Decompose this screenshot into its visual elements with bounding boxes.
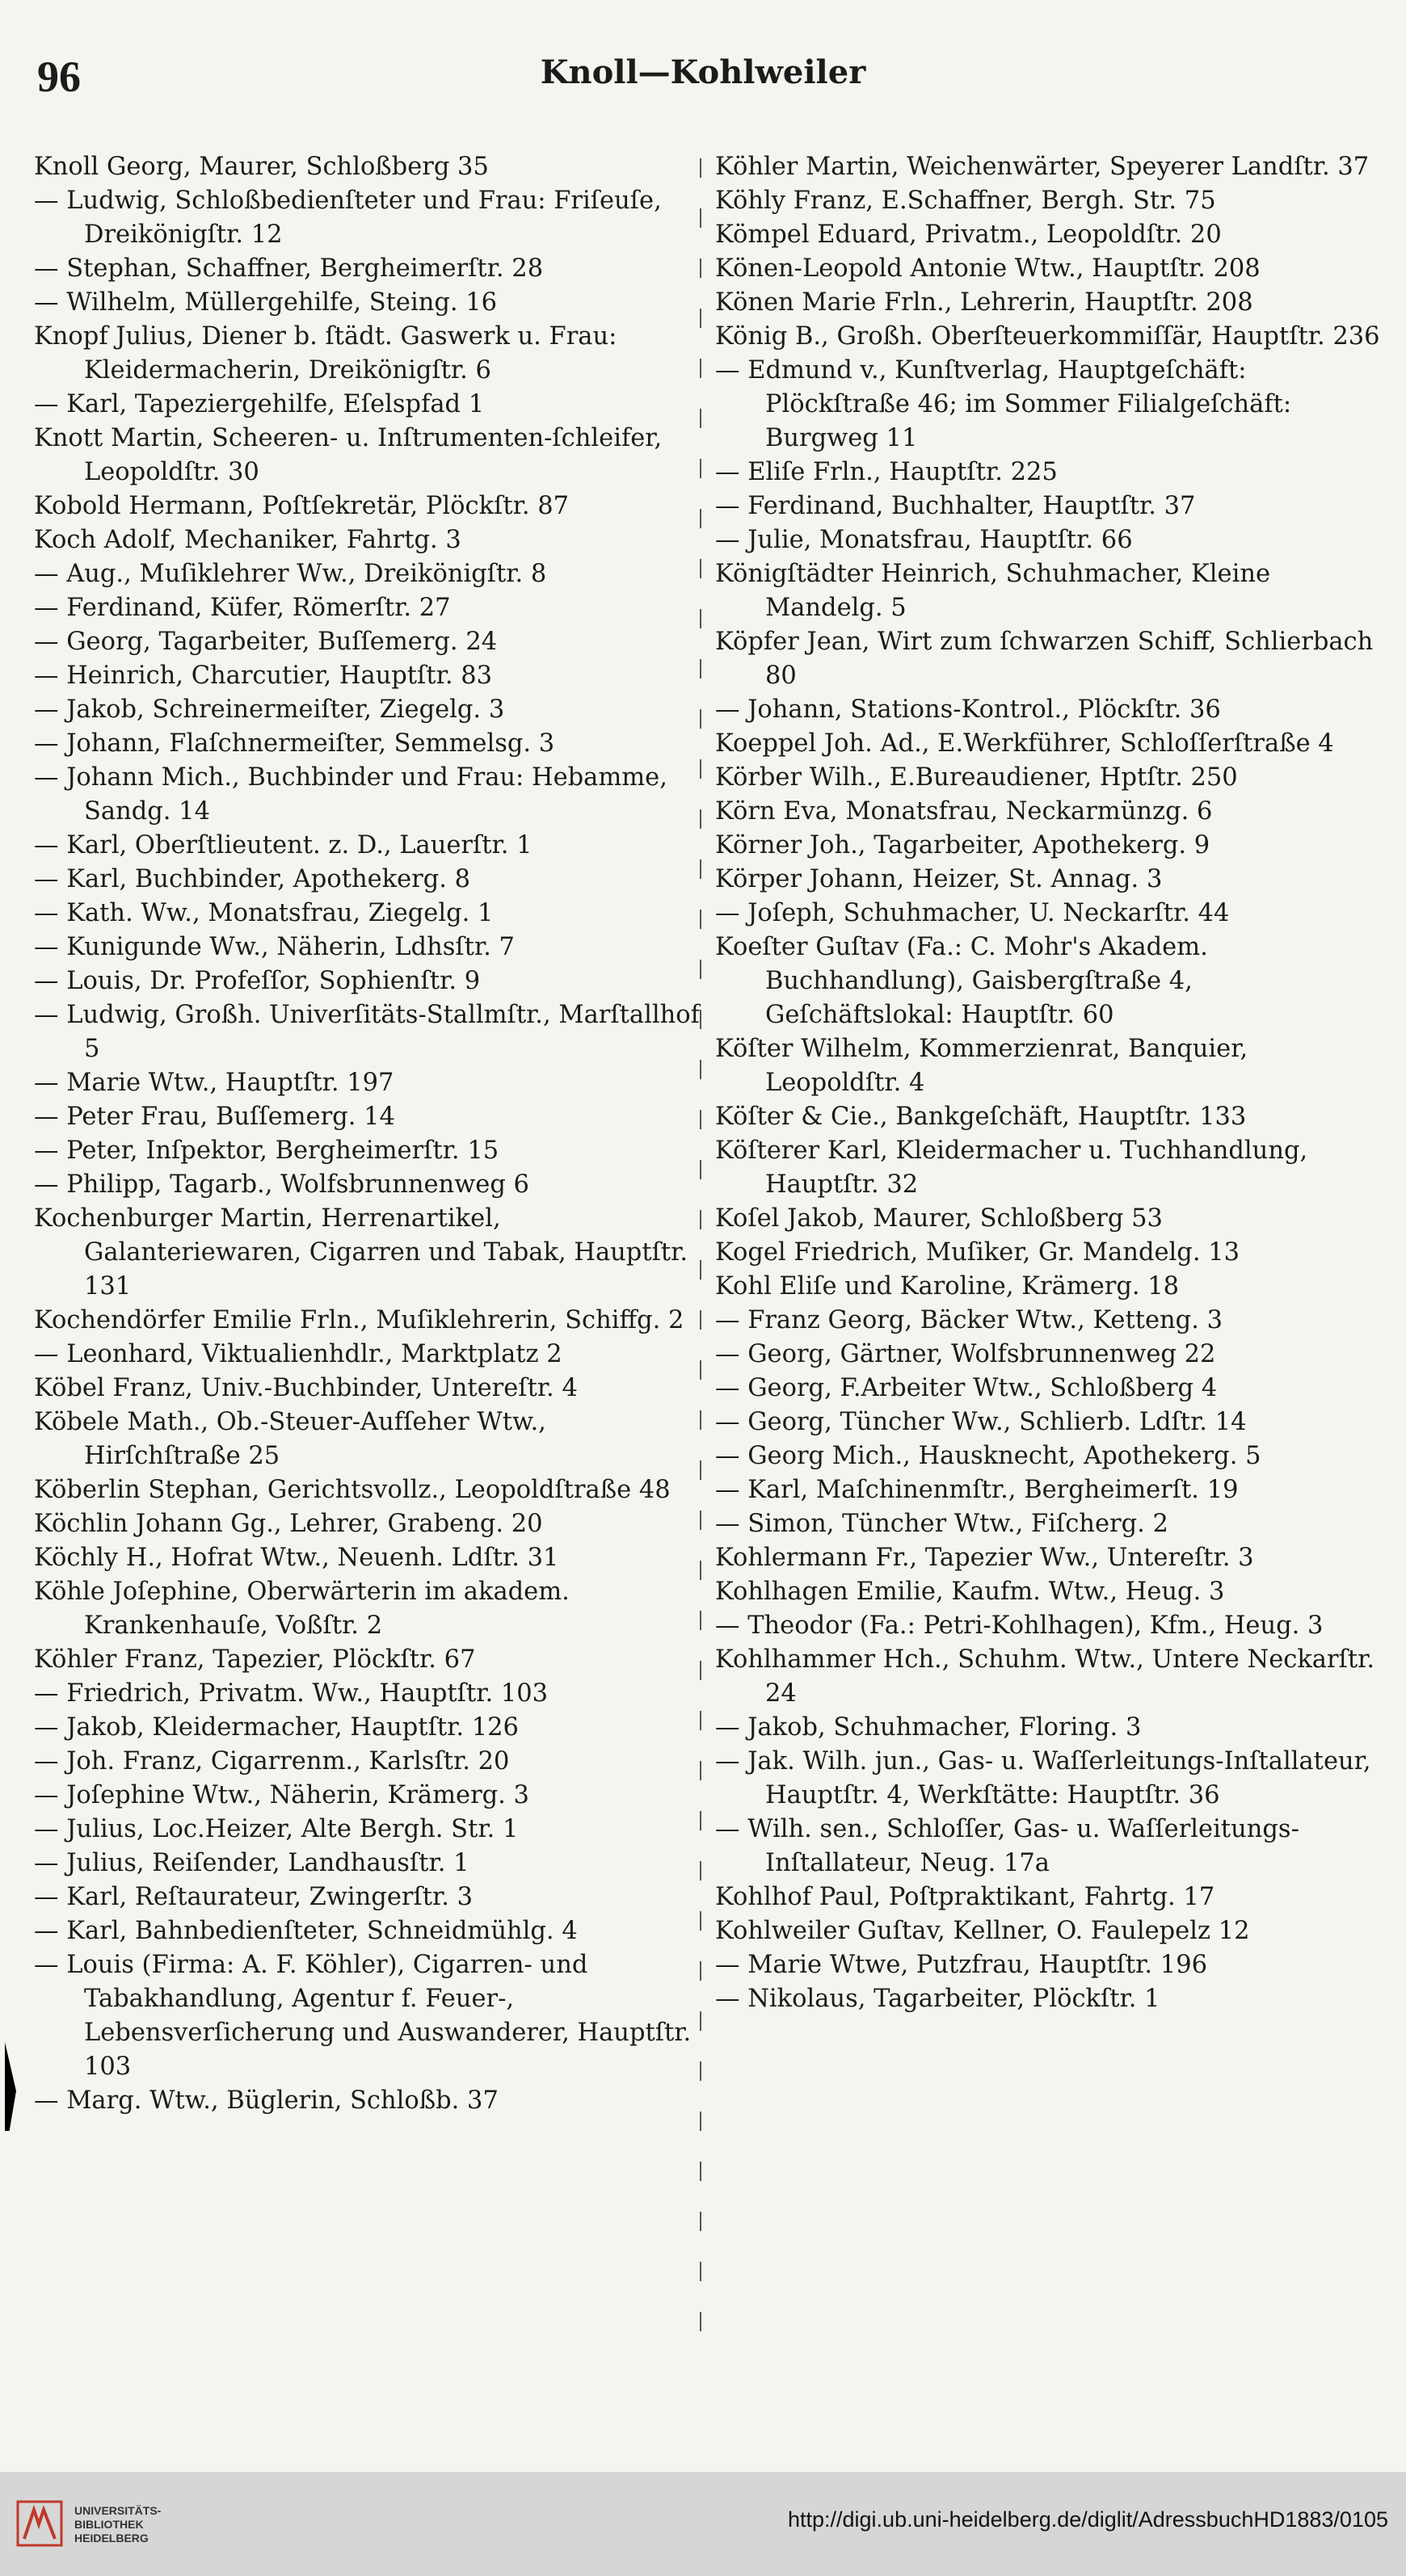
right-column-entry: — Simon, Tüncher Wtw., Fiſcherg. 2 xyxy=(715,1510,1168,1538)
right-column-entry: — Johann, Stations-Kontrol., Plöckſtr. 36 xyxy=(715,695,1221,724)
left-column-entry: — Ludwig, Großh. Univerſitäts-Stallmſtr., Marſtallhof 5 xyxy=(34,1001,700,1063)
right-column-entry: — Eliſe Frln., Hauptſtr. 225 xyxy=(715,458,1058,486)
right-column-entry: — Joſeph, Schuhmacher, U. Neckarſtr. 44 xyxy=(715,899,1230,927)
left-column-entry: — Stephan, Schaffner, Bergheimerſtr. 28 xyxy=(34,254,544,283)
right-column-entry: Koeppel Joh. Ad., E.Werkführer, Schloſſerſtraße 4 xyxy=(715,729,1334,758)
left-column-entry: — Ferdinand, Küfer, Römerſtr. 27 xyxy=(34,594,451,622)
left-column-entry: Köbel Franz, Univ.-Buchbinder, Untereſtr. 4 xyxy=(34,1374,578,1402)
right-column-entry: — Julie, Monatsfrau, Hauptſtr. 66 xyxy=(715,526,1133,554)
right-column-entry: Kohl Eliſe und Karoline, Krämerg. 18 xyxy=(715,1272,1180,1301)
left-column-entry: — Jakob, Schreinermeiſter, Ziegelg. 3 xyxy=(34,695,505,724)
right-column-entry: Koeſter Guſtav (Fa.: C. Mohr's Akadem. Buchhandlung), Gaisbergſtraße 4, Geſchäftslokal: Hauptſtr. 60 xyxy=(715,933,1208,1029)
left-column-entry: — Aug., Muſiklehrer Ww., Dreikönigſtr. 8 xyxy=(34,560,547,588)
right-column-entry: Köhly Franz, E.Schaffner, Bergh. Str. 75 xyxy=(715,187,1216,215)
left-column-entry: — Kath. Ww., Monatsfrau, Ziegelg. 1 xyxy=(34,899,494,927)
column-divider xyxy=(700,158,701,2347)
left-column-entry: — Karl, Bahnbedienſteter, Schneidmühlg. 4 xyxy=(34,1917,578,1945)
left-column-entry: Kochenburger Martin, Herrenartikel, Galanteriewaren, Cigarren und Tabak, Hauptſtr. 131 xyxy=(34,1204,688,1301)
left-column-entry: Knott Martin, Scheeren- u. Inſtrumenten-ſchleifer, Leopoldſtr. 30 xyxy=(34,424,663,486)
right-column-entry: Köſter Wilhelm, Kommerzienrat, Banquier, Leopoldſtr. 4 xyxy=(715,1035,1248,1097)
right-column-entry: Kohlhammer Hch., Schuhm. Wtw., Untere Neckarſtr. 24 xyxy=(715,1645,1375,1708)
right-column-entry: Könen Marie Frln., Lehrerin, Hauptſtr. 208 xyxy=(715,288,1253,317)
right-column-entry: Kohlhof Paul, Poſtpraktikant, Fahrtg. 17 xyxy=(715,1883,1215,1911)
left-column-entry: — Ludwig, Schloßbedienſteter und Frau: Friſeuſe, Dreikönigſtr. 12 xyxy=(34,187,662,249)
left-column-entry: Knopf Julius, Diener b. ſtädt. Gaswerk u. Frau: Kleidermacherin, Dreikönigſtr. 6 xyxy=(34,322,617,385)
right-column-entry: — Nikolaus, Tagarbeiter, Plöckſtr. 1 xyxy=(715,1985,1160,2013)
left-column-entry: Koch Adolf, Mechaniker, Fahrtg. 3 xyxy=(34,526,461,554)
right-column-entry: Kohlermann Fr., Tapezier Ww., Untereſtr. 3 xyxy=(715,1544,1254,1572)
right-column-entry: — Georg, F.Arbeiter Wtw., Schloßberg 4 xyxy=(715,1374,1218,1402)
left-column-entry: — Julius, Reiſender, Landhausſtr. 1 xyxy=(34,1849,469,1877)
left-column-entry: — Joh. Franz, Cigarrenm., Karlsſtr. 20 xyxy=(34,1747,510,1775)
left-column-entry: — Jakob, Kleidermacher, Hauptſtr. 126 xyxy=(34,1713,519,1742)
right-column-entry: — Ferdinand, Buchhalter, Hauptſtr. 37 xyxy=(715,492,1196,520)
left-column-entry: — Wilhelm, Müllergehilfe, Steing. 16 xyxy=(34,288,498,317)
right-column-entry: Körn Eva, Monatsfrau, Neckarmünzg. 6 xyxy=(715,797,1213,826)
right-column-entry: — Marie Wtwe, Putzfrau, Hauptſtr. 196 xyxy=(715,1951,1208,1979)
left-column-entry: Knoll Georg, Maurer, Schloßberg 35 xyxy=(34,153,489,181)
left-column-entry: — Peter Frau, Buſſemerg. 14 xyxy=(34,1103,395,1131)
right-column-entry: Köhler Martin, Weichenwärter, Speyerer Landſtr. 37 xyxy=(715,153,1370,181)
left-column-entry: — Leonhard, Viktualienhdlr., Marktplatz 2 xyxy=(34,1340,562,1368)
left-column-entry: — Karl, Reſtaurateur, Zwingerſtr. 3 xyxy=(34,1883,474,1911)
page-number: 96 xyxy=(37,53,81,101)
right-column-entry: Köpfer Jean, Wirt zum ſchwarzen Schiff, Schlierbach 80 xyxy=(715,628,1374,690)
right-column-entry: — Jak. Wilh. jun., Gas- u. Waſſerleitungs-Inſtallateur, Hauptſtr. 4, Werkſtätte: Hauptſtr. 36 xyxy=(715,1747,1371,1809)
right-column-entry: — Jakob, Schuhmacher, Floring. 3 xyxy=(715,1713,1142,1742)
right-column-entry: — Franz Georg, Bäcker Wtw., Ketteng. 3 xyxy=(715,1306,1223,1334)
right-column-entry: — Theodor (Fa.: Petri-Kohlhagen), Kfm., Heug. 3 xyxy=(715,1612,1324,1640)
left-column-entry: — Karl, Buchbinder, Apothekerg. 8 xyxy=(34,865,471,893)
logo-line-3: HEIDELBERG xyxy=(74,2532,149,2544)
right-column-entry: Kogel Friedrich, Muſiker, Gr. Mandelg. 13 xyxy=(715,1238,1240,1267)
viewer-footer xyxy=(0,2472,1406,2576)
right-column-entry: — Georg, Gärtner, Wolfsbrunnenweg 22 xyxy=(715,1340,1216,1368)
left-column-entry: Köhler Franz, Tapezier, Plöckſtr. 67 xyxy=(34,1645,476,1674)
permalink-url[interactable]: http://digi.ub.uni-heidelberg.de/diglit/AdressbuchHD1883/0105 xyxy=(787,2507,1388,2532)
right-column-entry: Körber Wilh., E.Bureaudiener, Hptſtr. 250 xyxy=(715,763,1238,792)
right-column-entry: Körper Johann, Heizer, St. Annag. 3 xyxy=(715,865,1163,893)
left-column-entry: — Louis, Dr. Profeſſor, Sophienſtr. 9 xyxy=(34,967,481,995)
right-column-entry: — Karl, Maſchinenmſtr., Bergheimerſt. 19 xyxy=(715,1476,1239,1504)
right-column-entry: — Georg Mich., Hausknecht, Apothekerg. 5 xyxy=(715,1442,1261,1470)
left-column-entry: — Karl, Tapeziergehilfe, Eſelspfad 1 xyxy=(34,390,485,418)
margin-mark xyxy=(5,2042,16,2131)
right-column-entry: Kohlhagen Emilie, Kaufm. Wtw., Heug. 3 xyxy=(715,1578,1225,1606)
left-column-entry: — Joſephine Wtw., Näherin, Krämerg. 3 xyxy=(34,1781,529,1809)
left-column-entry: Köberlin Stephan, Gerichtsvollz., Leopoldſtraße 48 xyxy=(34,1476,671,1504)
left-column-entry: — Kunigunde Ww., Näherin, Ldhsſtr. 7 xyxy=(34,933,515,961)
left-column-entry: Kobold Hermann, Poſtſekretär, Plöckſtr. 87 xyxy=(34,492,570,520)
left-column-entry: Köbele Math., Ob.-Steuer-Aufſeher Wtw., Hirſchſtraße 25 xyxy=(34,1408,546,1470)
left-column-entry: — Karl, Oberſtlieutent. z. D., Lauerſtr. 1 xyxy=(34,831,533,859)
left-column-entry: — Julius, Loc.Heizer, Alte Bergh. Str. 1 xyxy=(34,1815,519,1843)
left-column-entry: — Philipp, Tagarb., Wolfsbrunnenweg 6 xyxy=(34,1170,529,1199)
logo-line-1: UNIVERSITÄTS- xyxy=(74,2504,162,2517)
left-column-entry: — Heinrich, Charcutier, Hauptſtr. 83 xyxy=(34,662,493,690)
left-column-entry: — Peter, Inſpektor, Bergheimerſtr. 15 xyxy=(34,1137,499,1165)
left-column-entry: — Marg. Wtw., Büglerin, Schloßb. 37 xyxy=(34,2086,499,2115)
right-column xyxy=(715,150,1382,2355)
right-column-entry: Kohlweiler Guſtav, Kellner, O. Faulepelz 12 xyxy=(715,1917,1250,1945)
left-column-entry: Kochendörfer Emilie Frln., Muſiklehrerin, Schiffg. 2 xyxy=(34,1306,684,1334)
left-column-entry: — Friedrich, Privatm. Ww., Hauptſtr. 103 xyxy=(34,1679,549,1708)
left-column-entry: Köchly H., Hofrat Wtw., Neuenh. Ldſtr. 31 xyxy=(34,1544,559,1572)
library-logo-icon[interactable] xyxy=(16,2500,63,2547)
left-column-entry: — Johann Mich., Buchbinder und Frau: Hebamme, Sandg. 14 xyxy=(34,763,667,826)
right-column-entry: — Georg, Tüncher Ww., Schlierb. Ldſtr. 14 xyxy=(715,1408,1247,1436)
left-column-entry: Köchlin Johann Gg., Lehrer, Grabeng. 20 xyxy=(34,1510,543,1538)
right-column-entry: Königſtädter Heinrich, Schuhmacher, Kleine Mandelg. 5 xyxy=(715,560,1271,622)
right-column-entry: — Edmund v., Kunſtverlag, Hauptgeſchäft: Plöckſtraße 46; im Sommer Filialgeſchäft: Burgweg 11 xyxy=(715,356,1292,452)
right-column-entry: — Wilh. sen., Schloſſer, Gas- u. Waſſerleitungs-Inſtallateur, Neug. 17a xyxy=(715,1815,1299,1877)
left-column-entry: — Georg, Tagarbeiter, Buſſemerg. 24 xyxy=(34,628,498,656)
right-column-entry: König B., Großh. Oberſteuerkommiſſär, Hauptſtr. 236 xyxy=(715,322,1380,351)
right-column-entry: Kömpel Eduard, Privatm., Leopoldſtr. 20 xyxy=(715,221,1222,249)
logo-line-2: BIBLIOTHEK xyxy=(74,2518,144,2531)
left-column xyxy=(34,150,701,2355)
right-column-entry: Köſterer Karl, Kleidermacher u. Tuchhandlung, Hauptſtr. 32 xyxy=(715,1137,1308,1199)
right-column-entry: Körner Joh., Tagarbeiter, Apothekerg. 9 xyxy=(715,831,1210,859)
left-column-entry: Köhle Joſephine, Oberwärterin im akadem. Krankenhauſe, Voßſtr. 2 xyxy=(34,1578,570,1640)
library-logo-text xyxy=(74,2504,161,2545)
left-column-entry: — Louis (Firma: A. F. Köhler), Cigarren- und Tabakhandlung, Agentur f. Feuer-, Lebensverſicherung und Auswanderer, Hauptſtr. 103 xyxy=(34,1951,692,2081)
right-column-entry: Könen-Leopold Antonie Wtw., Hauptſtr. 208 xyxy=(715,254,1261,283)
running-head: Knoll—Kohlweiler xyxy=(540,53,866,91)
left-column-entry: — Marie Wtw., Hauptſtr. 197 xyxy=(34,1069,394,1097)
left-column-entry: — Johann, Flaſchnermeiſter, Semmelsg. 3 xyxy=(34,729,555,758)
right-column-entry: Koſel Jakob, Maurer, Schloßberg 53 xyxy=(715,1204,1163,1233)
right-column-entry: Köſter & Cie., Bankgeſchäft, Hauptſtr. 133 xyxy=(715,1103,1247,1131)
